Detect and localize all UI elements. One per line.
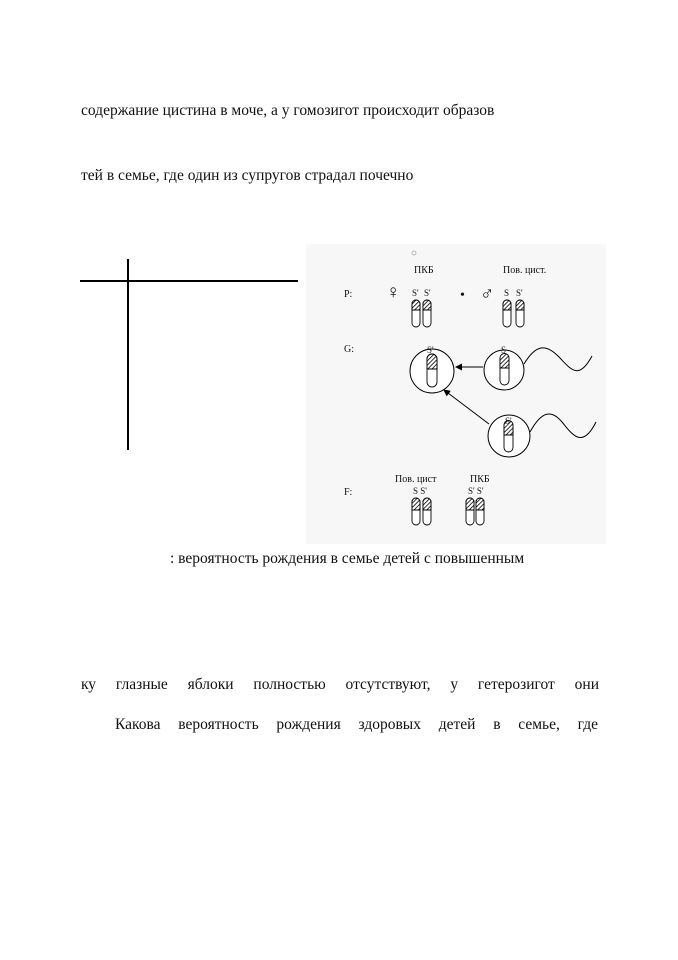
female-symbol-icon: ♀ bbox=[386, 282, 401, 303]
cross-sign: • bbox=[460, 288, 465, 303]
small-dot-mark bbox=[412, 251, 416, 255]
female-chromosome-2-icon bbox=[423, 300, 431, 327]
label-gametes: G: bbox=[344, 344, 354, 355]
female-allele-2: S' bbox=[424, 288, 431, 298]
label-parents: P: bbox=[344, 289, 353, 300]
male-phenotype-label: Пов. цист. bbox=[503, 265, 547, 276]
female-phenotype-label: ПКБ bbox=[414, 265, 434, 276]
sperm-1-allele: S bbox=[501, 345, 507, 355]
offspring-2-chromosome-2-icon bbox=[476, 498, 484, 525]
genetic-cross-scheme bbox=[306, 244, 606, 544]
offspring-1-chromosome-2-icon bbox=[423, 498, 431, 525]
label-offspring: F: bbox=[344, 487, 353, 498]
text-line-1: содержание цистина в моче, а у гомозигот происходит образов bbox=[81, 102, 495, 119]
offspring-2-genotype: S' S' bbox=[468, 486, 484, 496]
text-line-3: : вероятность рождения в семье детей с повышенным bbox=[170, 550, 525, 567]
offspring-1-genotype: S S' bbox=[413, 486, 427, 496]
male-allele-2: S' bbox=[516, 288, 523, 298]
egg-allele: S' bbox=[427, 345, 434, 355]
table-vertical-rule bbox=[127, 259, 129, 450]
text-line-2: тей в семье, где один из супругов страдал почечно bbox=[81, 167, 414, 184]
text-line-5: Какова вероятность рождения здоровых детей в семье, где bbox=[115, 716, 598, 733]
female-chromosome-1-icon bbox=[412, 300, 420, 327]
table-horizontal-rule bbox=[80, 280, 298, 282]
sperm-2-allele: S' bbox=[505, 416, 512, 426]
text-line-4: ку глазные яблоки полностью отсутствуют, у гетерозигот они bbox=[81, 676, 599, 693]
female-allele-1: S' bbox=[412, 288, 419, 298]
offspring-2-chromosome-1-icon bbox=[466, 498, 474, 525]
egg-cell-icon bbox=[410, 349, 454, 393]
male-allele-1: S bbox=[504, 288, 510, 298]
male-chromosome-1-icon bbox=[503, 300, 511, 327]
fertilization-arrow-2 bbox=[444, 390, 489, 424]
male-symbol-icon: ♂ bbox=[480, 284, 495, 305]
offspring-1-chromosome-1-icon bbox=[412, 498, 420, 525]
male-chromosome-2-icon bbox=[516, 300, 524, 327]
offspring-1-phenotype: Пов. цист bbox=[395, 474, 437, 485]
offspring-2-phenotype: ПКБ bbox=[470, 474, 490, 485]
